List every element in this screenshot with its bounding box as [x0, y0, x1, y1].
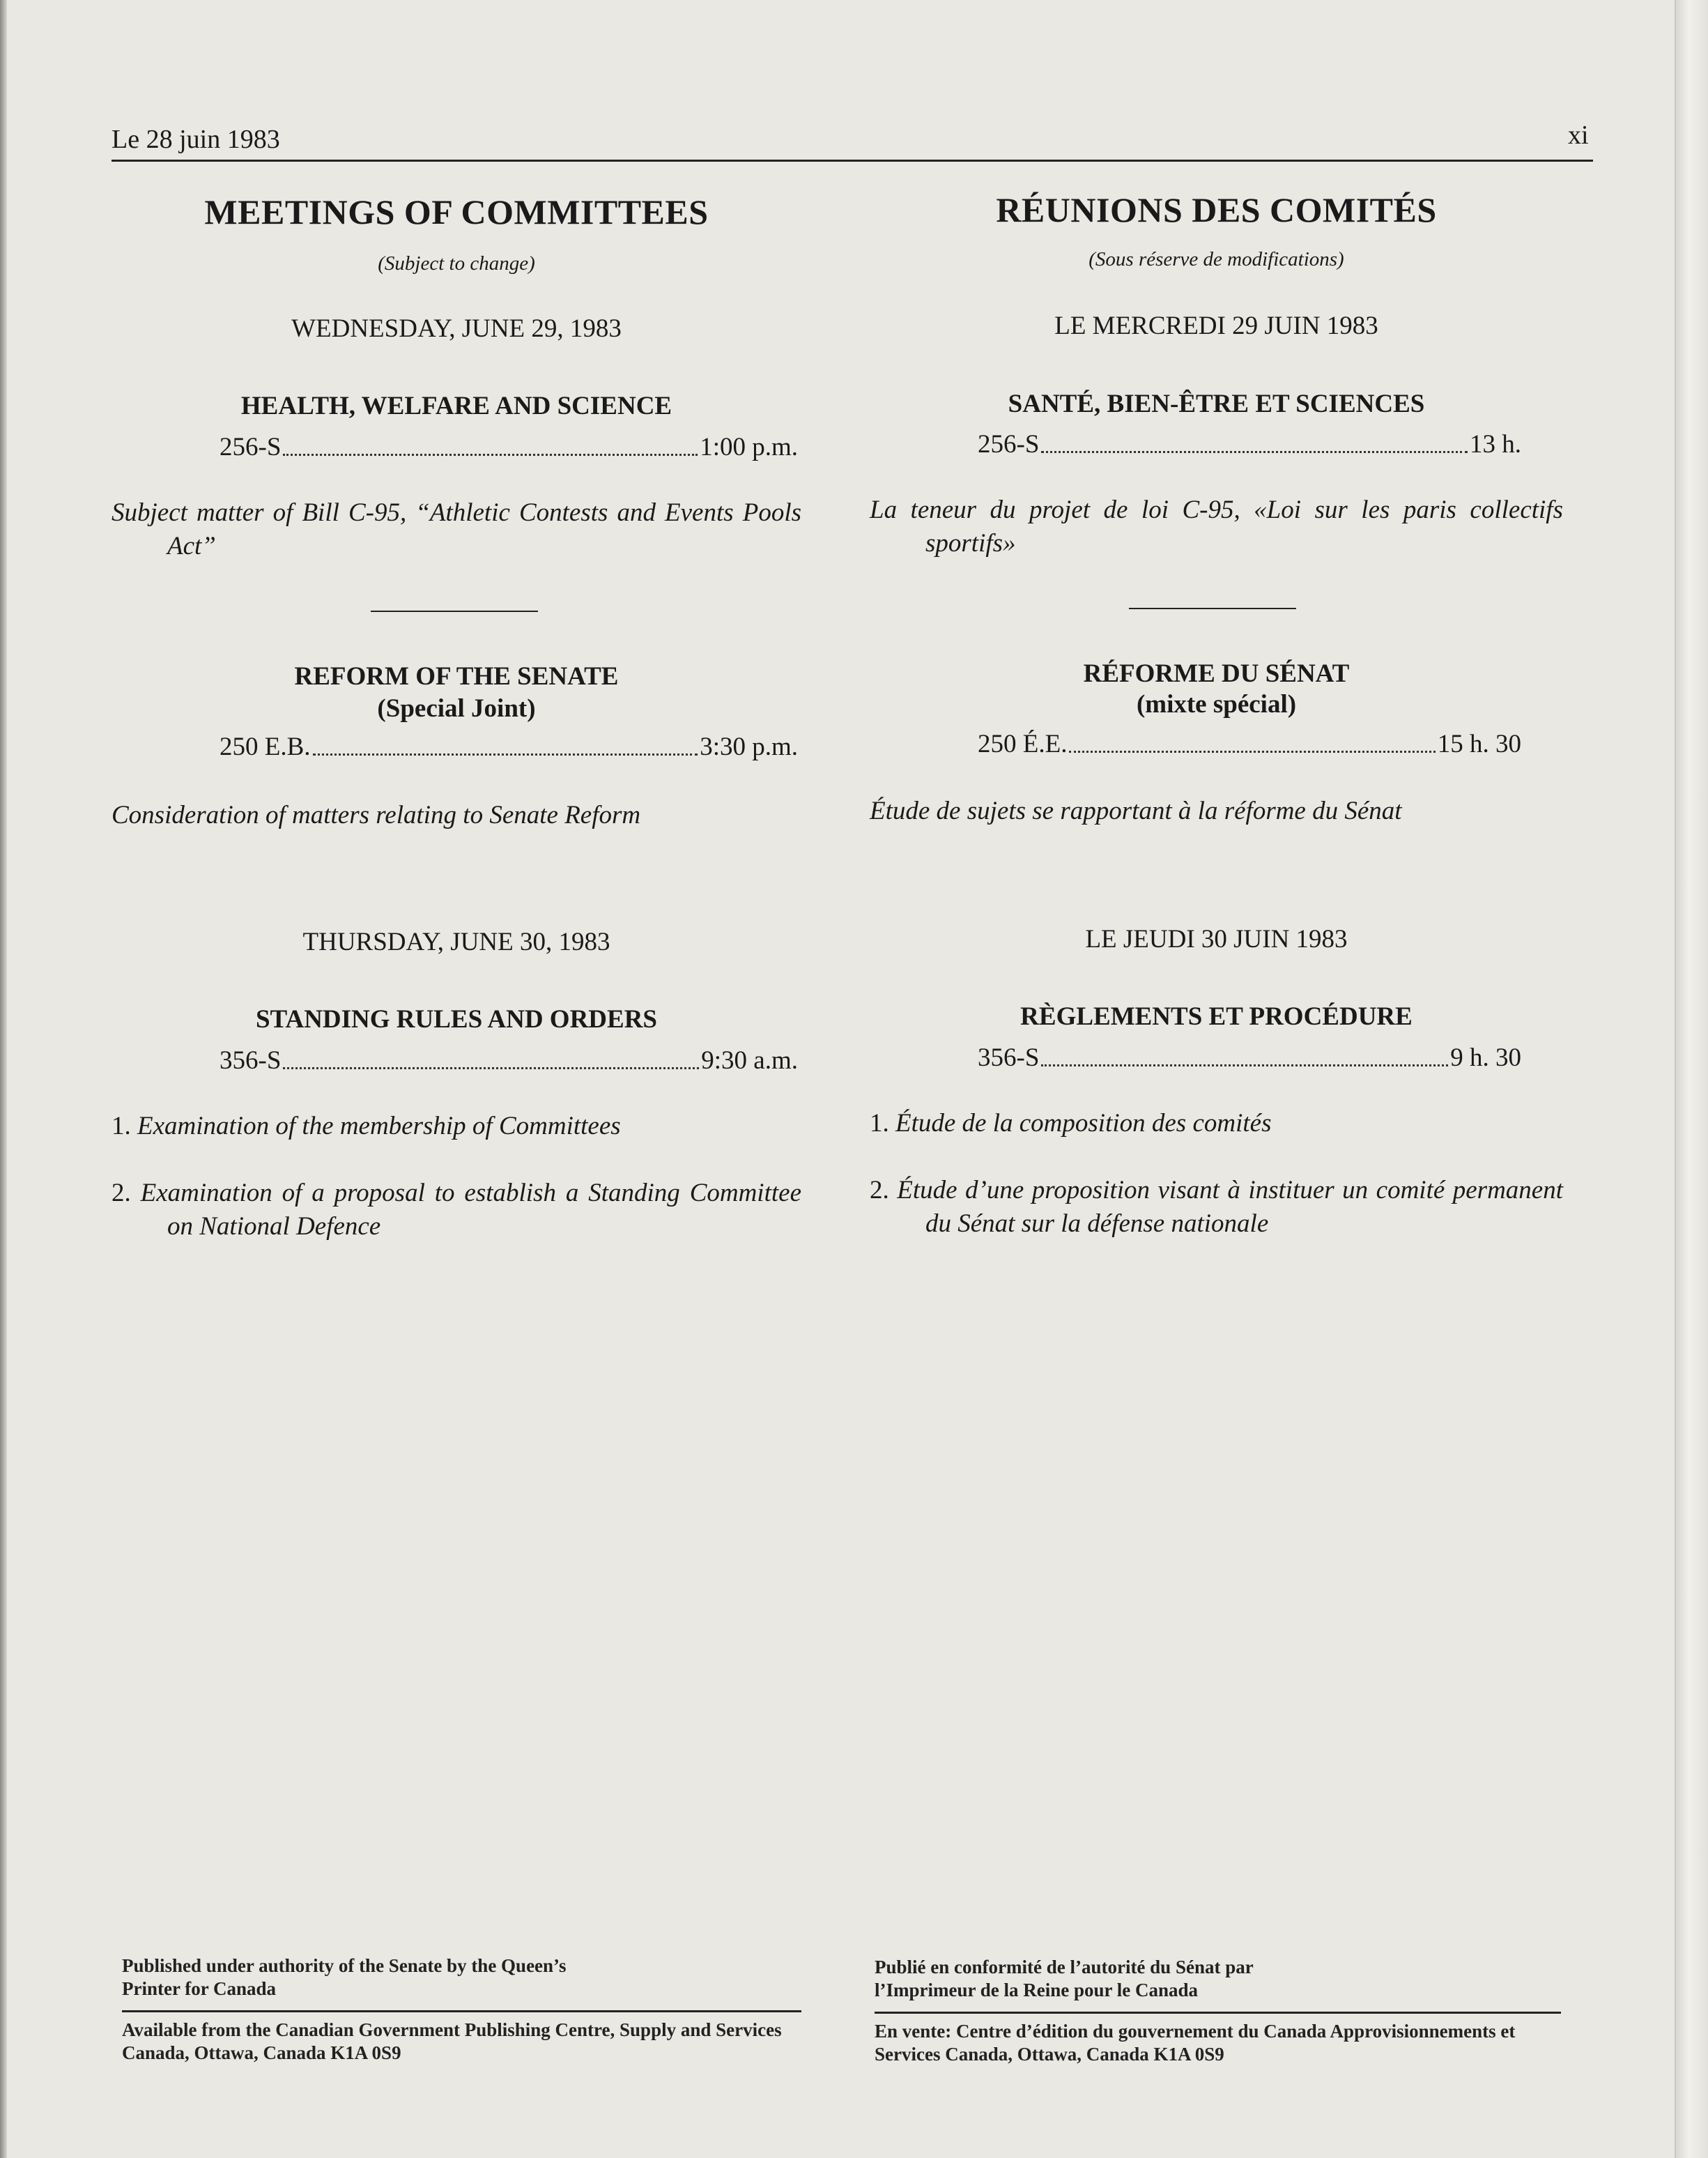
- english-committee-2-name: REFORM OF THE SENATE: [294, 662, 619, 691]
- room-number: 356-S: [978, 1043, 1040, 1072]
- french-committee-2-room-line: [978, 729, 1521, 759]
- dot-leader: [1041, 450, 1468, 453]
- english-committee-2-subject: Consideration of matters relating to Senate Reform: [111, 801, 641, 829]
- item-text: Étude de la composition des comités: [895, 1109, 1272, 1138]
- section-divider: [371, 611, 538, 612]
- english-footer-authority: Published under authority of the Senate by the Queen’s Printer for Canada: [122, 1955, 567, 1999]
- english-footer-availability: Available from the Canadian Government Publishing Centre, Supply and Services Canada, Ottawa, Canada K1A 0S9: [122, 2019, 782, 2063]
- dot-leader: [313, 753, 698, 756]
- french-footer-authority: Publié en conformité de l’autorité du Sénat par l’Imprimeur de la Reine pour le Canada: [875, 1957, 1254, 2000]
- french-committee-2-subject: Étude de sujets se rapportant à la réforme du Sénat: [870, 797, 1402, 825]
- room-number: 356-S: [220, 1046, 282, 1075]
- english-committee-2-subname: (Special Joint): [377, 694, 536, 723]
- dot-leader: [283, 1066, 699, 1069]
- french-committee-1-name: SANTÉ, BIEN-ÊTRE ET SCIENCES: [1008, 390, 1425, 418]
- french-committee-2-subname: (mixte spécial): [1136, 690, 1297, 719]
- meeting-time: 9:30 a.m.: [701, 1046, 798, 1075]
- page-right-edge: [1675, 0, 1708, 2158]
- page-left-edge: [0, 0, 7, 2158]
- item-number: 2.: [870, 1176, 889, 1204]
- meeting-time: 9 h. 30: [1450, 1043, 1521, 1072]
- running-header-date: Le 28 juin 1983: [111, 125, 280, 154]
- english-day1-date: WEDNESDAY, JUNE 29, 1983: [291, 314, 622, 343]
- header-rule: [111, 160, 1593, 162]
- french-agenda-item-2: [870, 1174, 1563, 1241]
- item-number: 2.: [111, 1179, 131, 1207]
- french-committee-1-room-line: [978, 429, 1521, 459]
- french-title: RÉUNIONS DES COMITÉS: [996, 190, 1437, 229]
- item-text: Étude d’une proposition visant à instituer un comité permanent du Sénat sur la défense nationale: [897, 1176, 1563, 1238]
- english-committee-3-room-line: [220, 1046, 798, 1076]
- meeting-time: 1:00 p.m.: [700, 433, 798, 461]
- room-number: 250 É.E.: [978, 730, 1068, 758]
- page-number: xi: [1568, 121, 1589, 150]
- english-committee-1-subject: Subject matter of Bill C-95, “Athletic Contests and Events Pools Act”: [111, 498, 801, 560]
- french-agenda-item-1: [870, 1107, 1563, 1140]
- room-number: 250 E.B.: [220, 733, 311, 761]
- meeting-time: 13 h.: [1470, 430, 1521, 459]
- english-agenda-item-2: [111, 1177, 801, 1243]
- section-divider: [1129, 608, 1296, 609]
- french-committee-3-room-line: [978, 1043, 1521, 1073]
- english-day2-date: THURSDAY, JUNE 30, 1983: [302, 928, 610, 956]
- french-committee-2-name: RÉFORME DU SÉNAT: [1083, 659, 1350, 688]
- english-title: MEETINGS OF COMMITTEES: [204, 192, 709, 231]
- item-text: Examination of a proposal to establish a Standing Committee on National Defence: [140, 1179, 801, 1241]
- item-number: 1.: [111, 1112, 131, 1140]
- french-day1-date: LE MERCREDI 29 JUIN 1983: [1054, 312, 1378, 340]
- dot-leader: [1069, 750, 1435, 753]
- english-committee-2-room-line: [220, 732, 798, 762]
- item-text: Examination of the membership of Committees: [137, 1112, 621, 1140]
- meeting-time: 15 h. 30: [1437, 730, 1521, 758]
- french-day2-date: LE JEUDI 30 JUIN 1983: [1085, 925, 1348, 954]
- dot-leader: [1041, 1064, 1448, 1066]
- english-committee-1-name: HEALTH, WELFARE AND SCIENCE: [240, 392, 672, 420]
- english-committee-3-name: STANDING RULES AND ORDERS: [255, 1005, 657, 1034]
- meeting-time: 3:30 p.m.: [700, 733, 798, 761]
- french-footer-availability: En vente: Centre d’édition du gouvernement du Canada Approvisionnements et Services Canada, Ottawa, Canada K1A 0S9: [875, 2021, 1516, 2065]
- french-note: (Sous réserve de modifications): [1088, 248, 1344, 270]
- english-committee-1-room-line: [220, 432, 798, 462]
- french-committee-3-name: RÈGLEMENTS ET PROCÉDURE: [1020, 1002, 1413, 1031]
- french-committee-1-subject: La teneur du projet de loi C-95, «Loi sur les paris collectifs sportifs»: [870, 496, 1563, 558]
- english-note: (Subject to change): [378, 252, 535, 275]
- french-footer-rule: [875, 2012, 1561, 2014]
- room-number: 256-S: [220, 433, 282, 461]
- dot-leader: [283, 453, 698, 456]
- room-number: 256-S: [978, 430, 1040, 459]
- english-footer-rule: [122, 2010, 801, 2012]
- english-agenda-item-1: [111, 1110, 801, 1143]
- item-number: 1.: [870, 1109, 889, 1138]
